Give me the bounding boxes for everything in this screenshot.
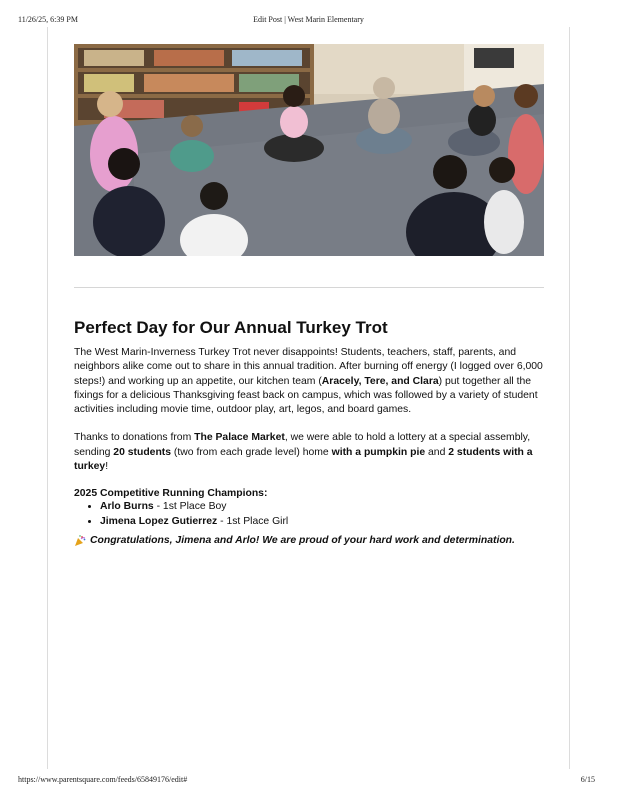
print-header — [0, 15, 617, 27]
print-page-number: 6/15 — [580, 775, 595, 784]
list-item — [100, 500, 544, 514]
post-paragraph-1 — [74, 346, 544, 417]
congrats-line — [74, 535, 544, 547]
champion-name: Jimena Lopez Gutierrez — [100, 515, 218, 527]
list-item — [100, 515, 544, 529]
champions-list — [74, 500, 544, 529]
post-photo — [74, 44, 544, 256]
paragraph-text: ! — [105, 461, 109, 473]
champion-place: - 1st Place Boy — [153, 501, 227, 513]
sponsor-name: The Palace Market — [194, 432, 285, 444]
congrats-text: Congratulations, Jimena and Arlo! We are proud of your hard work and determination. — [90, 535, 515, 547]
paragraph-text: (two from each grade level) home — [171, 446, 332, 458]
champion-name: Arlo Burns — [100, 501, 154, 513]
print-footer — [0, 775, 617, 787]
pumpkin-pie-text: with a pumpkin pie — [331, 446, 426, 458]
paragraph-text: Thanks to donations from — [74, 432, 195, 444]
turkey-text: 2 students with a turkey — [74, 446, 533, 473]
paragraph-text: and — [425, 446, 449, 458]
page-border-right — [569, 27, 570, 769]
champions-heading: 2025 Competitive Running Champions: — [74, 488, 268, 500]
content-divider — [74, 287, 544, 288]
classroom-photo-illustration — [74, 44, 544, 256]
student-count: 20 students — [113, 446, 172, 458]
paragraph-text: The West Marin-Inverness Turkey Trot never disappoints! Students, teachers, staff, parents, and neighbors alike come out to share in this annual tradition. After burning off energy (I logged over 6,000 steps!) and working up an appetite, our kitchen team ( — [74, 347, 543, 387]
kitchen-team-names: Aracely, Tere, and Clara — [321, 375, 439, 387]
print-url: https://www.parentsquare.com/feeds/65849176/edit# — [18, 775, 188, 784]
post-paragraph-2 — [74, 431, 544, 474]
post-title: Perfect Day for Our Annual Turkey Trot — [74, 318, 388, 337]
party-popper-icon — [74, 535, 86, 547]
print-datetime: 11/26/25, 6:39 PM — [18, 15, 78, 24]
paragraph-text: ) put together all the fixings for a delicious Thanksgiving feast back on campus, which was followed by a variety of student activities including movie time, outdoor play, art, legos, and board games. — [74, 375, 538, 416]
post-body — [74, 318, 544, 547]
paragraph-text: , we were able to hold a lottery at a special assembly, sending — [74, 432, 531, 458]
page-border-left — [47, 27, 48, 769]
champion-place: - 1st Place Girl — [217, 515, 289, 527]
print-page-title: Edit Post | West Marin Elementary — [253, 15, 364, 24]
